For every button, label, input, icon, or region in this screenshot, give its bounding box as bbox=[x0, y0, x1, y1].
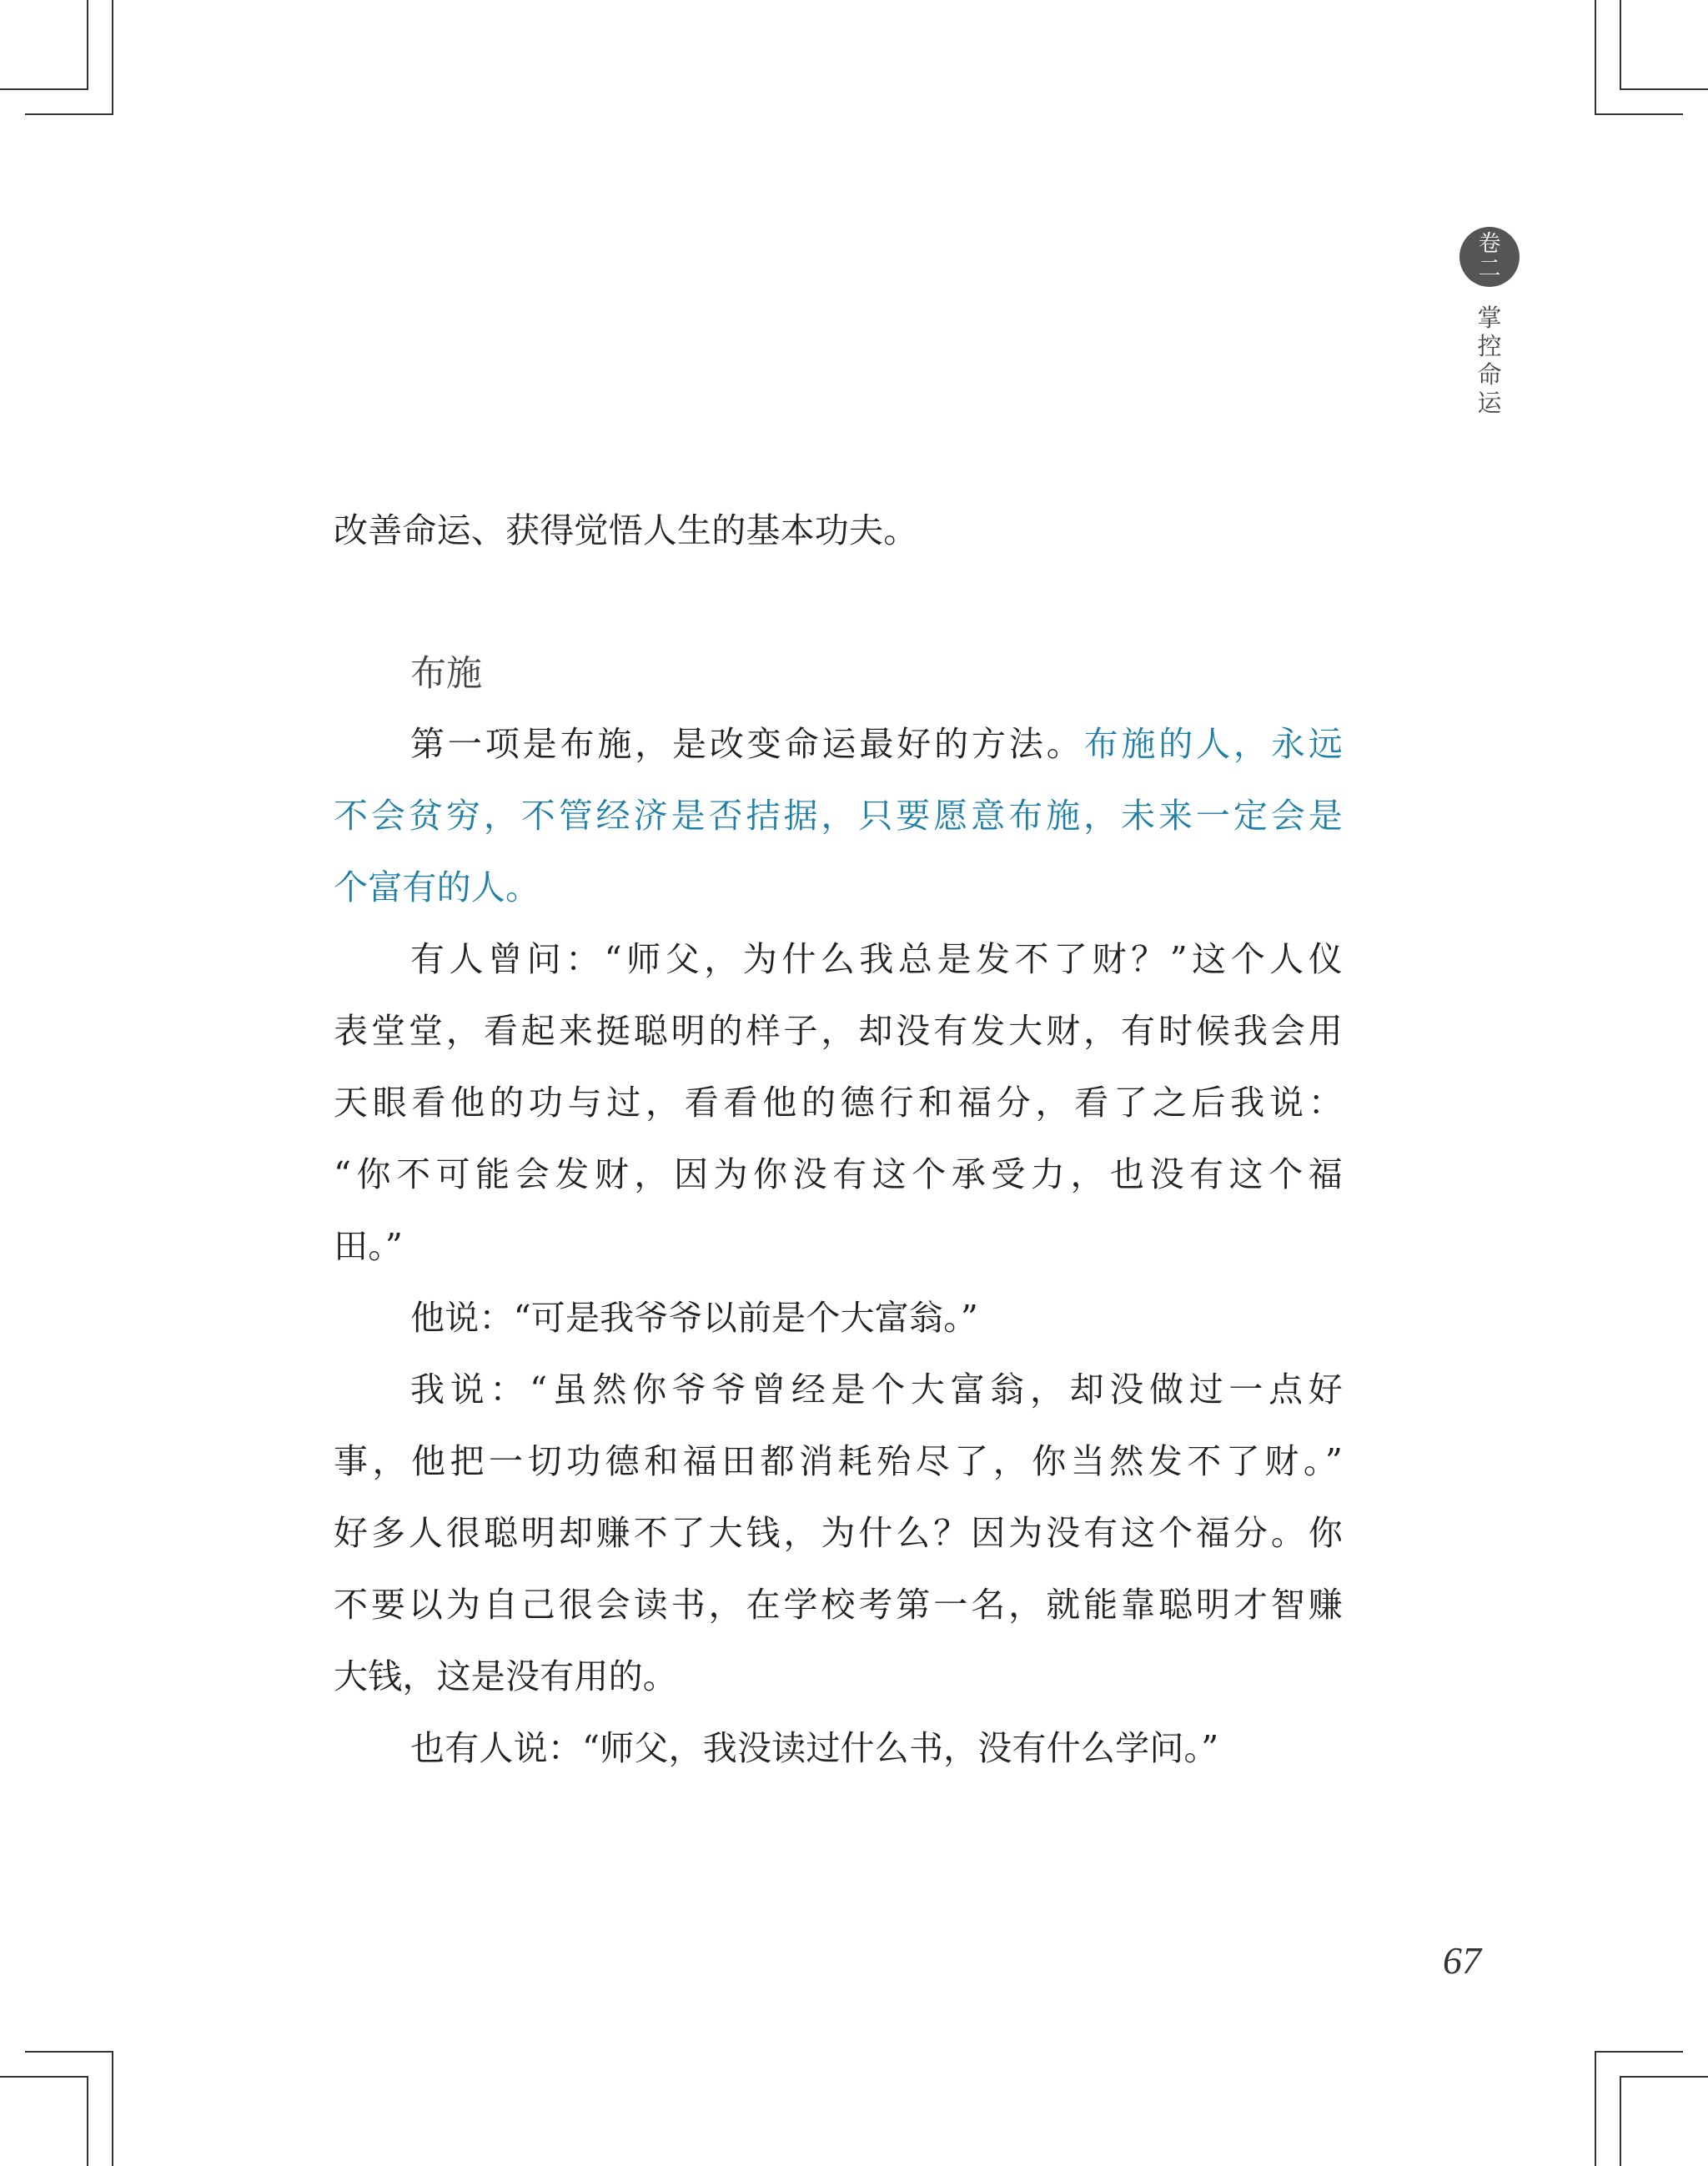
crop-mark bbox=[1621, 88, 1708, 90]
crop-mark bbox=[112, 0, 113, 115]
crop-mark bbox=[1621, 2076, 1708, 2078]
text-line: 改善命运、获得觉悟人生的基本功夫。 bbox=[334, 510, 918, 550]
text-line: 事，他把一切功德和福田都消耗殆尽了，你当然发不了财。” bbox=[334, 1441, 1343, 1481]
highlighted-text: 布施的人，永远 bbox=[1083, 724, 1343, 764]
text-line bbox=[334, 721, 1343, 767]
crop-mark bbox=[1595, 0, 1596, 115]
crop-mark bbox=[1595, 2051, 1683, 2053]
crop-mark bbox=[0, 88, 87, 90]
page-number: 67 bbox=[1443, 1939, 1481, 1982]
highlighted-text: 个富有的人。 bbox=[334, 867, 540, 907]
volume-char: 二 bbox=[1478, 256, 1501, 282]
crop-mark bbox=[87, 0, 88, 90]
crop-mark bbox=[1595, 2051, 1596, 2166]
section-heading: 布施 bbox=[410, 653, 482, 695]
crop-mark bbox=[25, 113, 113, 115]
chapter-char: 控 bbox=[1477, 332, 1502, 360]
text-line: 田。” bbox=[334, 1226, 404, 1266]
volume-badge bbox=[1459, 227, 1520, 287]
crop-mark bbox=[25, 2051, 113, 2053]
text-line: 他说：“可是我爷爷以前是个大富翁。” bbox=[410, 1298, 979, 1338]
text-line: “你不可能会发财，因为你没有这个承受力，也没有这个福 bbox=[334, 1154, 1343, 1194]
volume-char: 卷 bbox=[1478, 231, 1501, 257]
highlighted-text: 不会贫穷，不管经济是否拮据，只要愿意布施，未来一定会是 bbox=[334, 796, 1343, 836]
text-line: 表堂堂，看起来挺聪明的样子，却没有发大财，有时候我会用 bbox=[334, 1011, 1343, 1051]
text-span: 第一项是布施，是改变命运最好的方法。 bbox=[410, 724, 1084, 764]
text-line: 大钱，这是没有用的。 bbox=[334, 1656, 677, 1696]
crop-mark bbox=[1620, 0, 1621, 90]
chapter-title-vertical bbox=[1477, 304, 1501, 417]
text-line: 有人曾问：“师父，为什么我总是发不了财？”这个人仪 bbox=[410, 939, 1343, 979]
chapter-char: 掌 bbox=[1477, 304, 1502, 332]
chapter-char: 命 bbox=[1477, 360, 1502, 389]
crop-mark bbox=[1595, 113, 1683, 115]
text-line: 好多人很聪明却赚不了大钱，为什么？因为没有这个福分。你 bbox=[334, 1513, 1343, 1553]
crop-mark bbox=[112, 2051, 113, 2166]
text-line: 也有人说：“师父，我没读过什么书，没有什么学问。” bbox=[410, 1728, 1219, 1768]
crop-mark bbox=[0, 2076, 87, 2078]
chapter-char: 运 bbox=[1477, 389, 1502, 417]
crop-mark bbox=[87, 2076, 88, 2166]
chapter-side-tab bbox=[1459, 227, 1520, 417]
crop-mark bbox=[1620, 2076, 1621, 2166]
text-line: 天眼看他的功与过，看看他的德行和福分，看了之后我说： bbox=[334, 1083, 1343, 1123]
text-line: 不要以为自己很会读书，在学校考第一名，就能靠聪明才智赚 bbox=[334, 1585, 1343, 1625]
text-line: 我说：“虽然你爷爷曾经是个大富翁，却没做过一点好 bbox=[410, 1369, 1343, 1410]
